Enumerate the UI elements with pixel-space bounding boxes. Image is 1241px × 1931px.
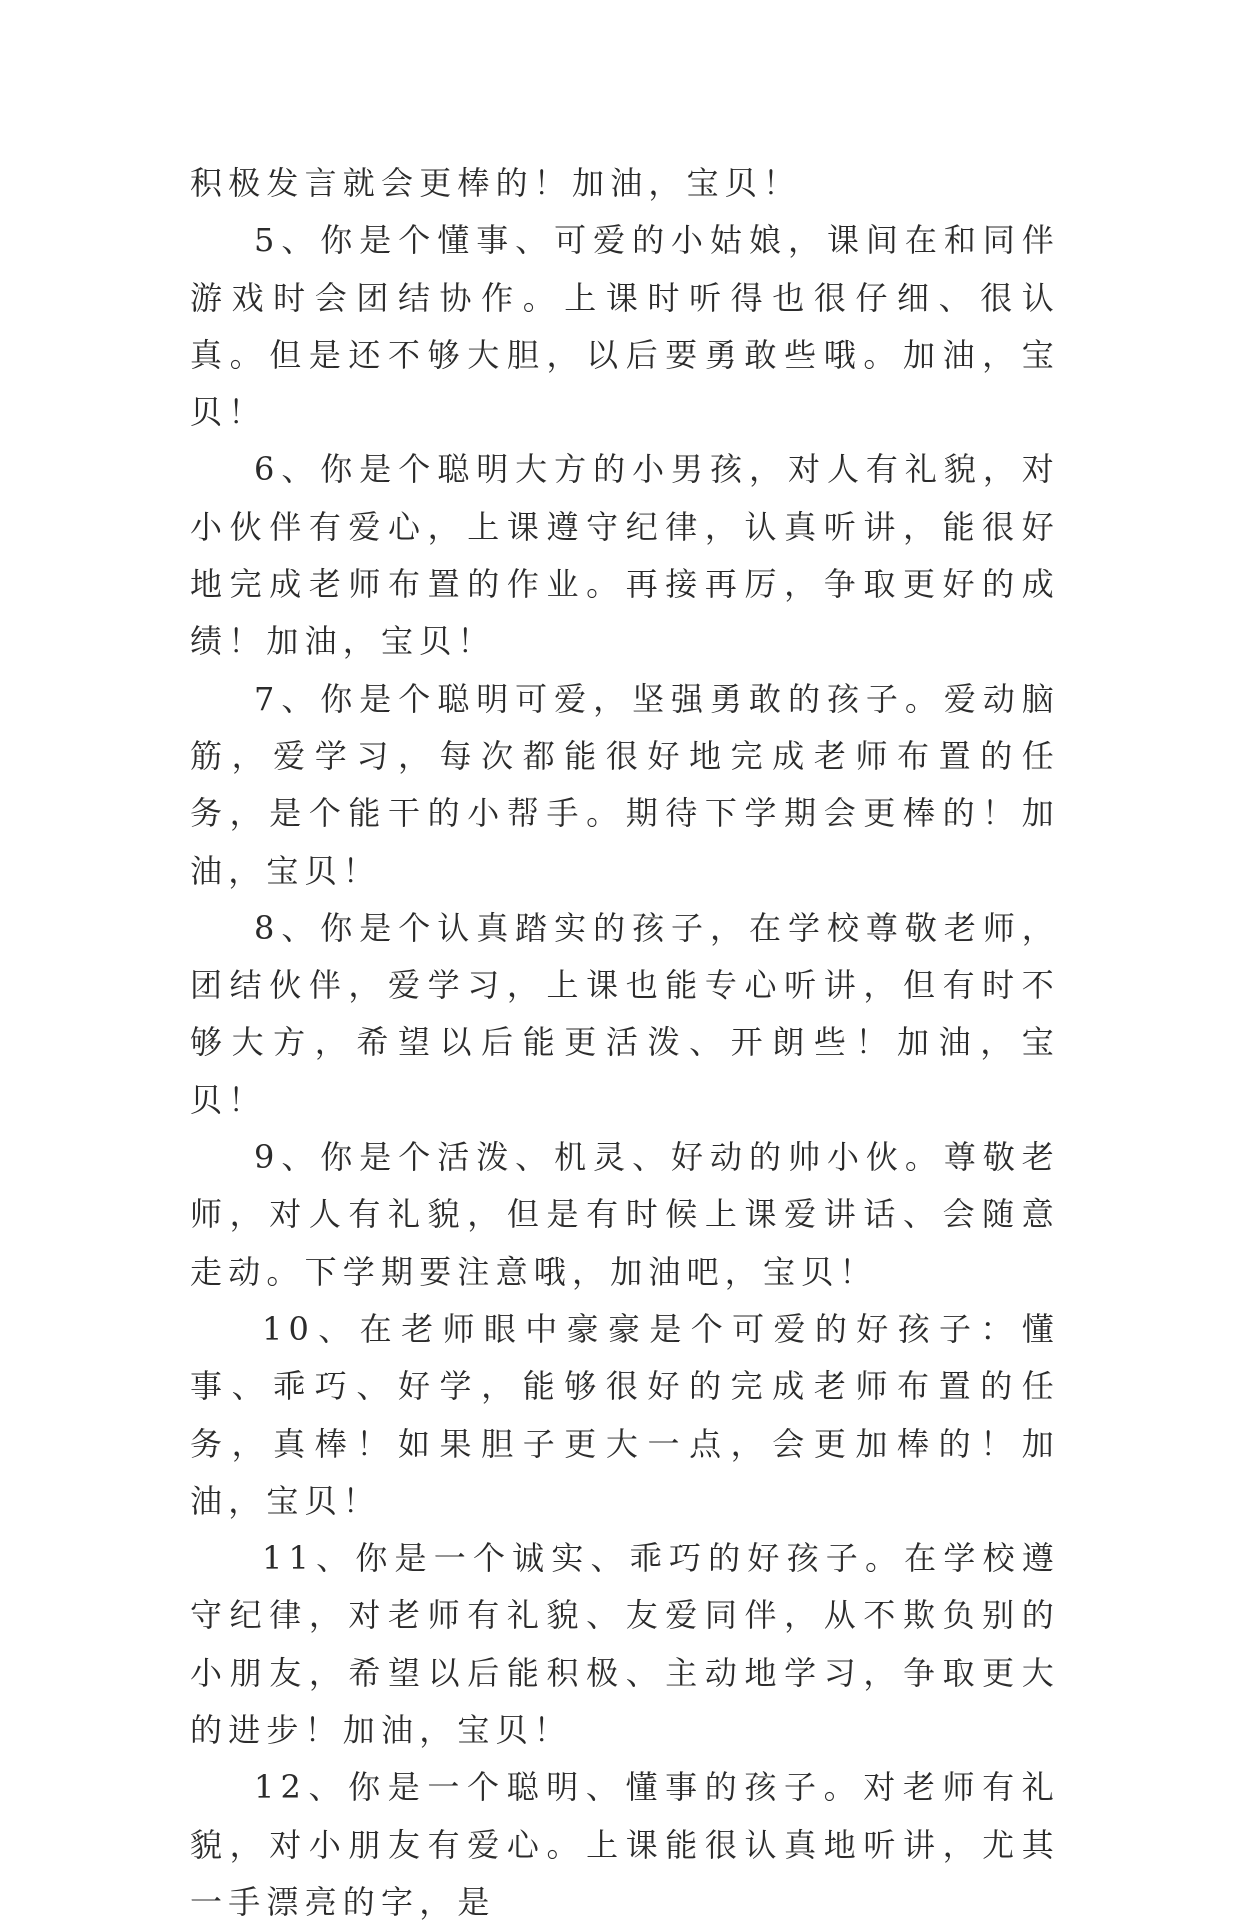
paragraph-comment-5: 5、你是个懂事、可爱的小姑娘，课间在和同伴游戏时会团结协作。上课时听得也很仔细、很认真。但是还不够大胆，以后要勇敢些哦。加油，宝贝！: [190, 221, 1060, 432]
paragraph-comment-12: 12、你是一个聪明、懂事的孩子。对老师有礼貌，对小朋友有爱心。上课能很认真地听讲，尤其一手漂亮的字，是: [190, 1768, 1060, 1921]
paragraph-comment-8: 8、你是个认真踏实的孩子，在学校尊敬老师，团结伙伴，爱学习，上课也能专心听讲，但有时不够大方，希望以后能更活泼、开朗些！加油，宝贝！: [190, 908, 1060, 1119]
paragraph-comment-6: 6、你是个聪明大方的小男孩，对人有礼貌，对小伙伴有爱心，上课遵守纪律，认真听讲，能很好地完成老师布置的作业。再接再厉，争取更好的成绩！加油，宝贝！: [190, 450, 1060, 661]
paragraph-continuation: 积极发言就会更棒的！加油，宝贝！: [190, 164, 802, 202]
paragraph-comment-9: 9、你是个活泼、机灵、好动的帅小伙。尊敬老师，对人有礼貌，但是有时候上课爱讲话、会随意走动。下学期要注意哦，加油吧，宝贝！: [190, 1138, 1060, 1291]
document-body: [190, 155, 1060, 1931]
paragraph-comment-11: 11、你是一个诚实、乖巧的好孩子。在学校遵守纪律，对老师有礼貌、友爱同伴，从不欺负别的小朋友，希望以后能积极、主动地学习，争取更大的进步！加油，宝贝！: [190, 1539, 1060, 1750]
paragraph-comment-10: 10、在老师眼中豪豪是个可爱的好孩子：懂事、乖巧、好学，能够很好的完成老师布置的任务，真棒！如果胆子更大一点，会更加棒的！加油，宝贝！: [190, 1309, 1060, 1520]
paragraph-comment-7: 7、你是个聪明可爱，坚强勇敢的孩子。爱动脑筋，爱学习，每次都能很好地完成老师布置的任务，是个能干的小帮手。期待下学期会更棒的！加油，宝贝！: [190, 679, 1060, 890]
